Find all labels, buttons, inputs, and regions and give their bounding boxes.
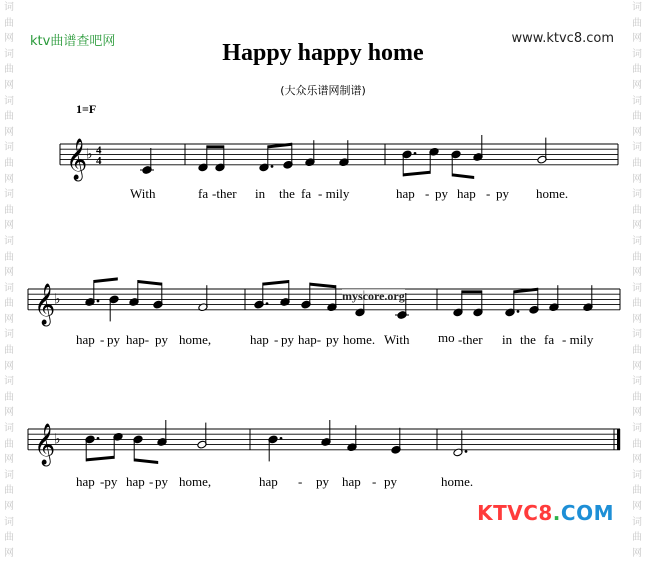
watermark-glyph: 词	[632, 142, 642, 154]
logo-main-text: KTVC8	[477, 501, 553, 525]
lyric-syllable: hap	[457, 186, 476, 201]
note-beam	[310, 283, 336, 289]
watermark-glyph: 词	[632, 189, 642, 201]
lyric-syllable: -	[100, 332, 105, 347]
watermark-glyph: 曲	[4, 204, 14, 216]
watermark-glyph: 网	[4, 220, 14, 232]
watermark-glyph: 词	[632, 282, 642, 294]
note-beam	[263, 280, 289, 286]
flat-sign-icon: ♭	[86, 146, 93, 163]
watermark-glyph: 曲	[632, 251, 642, 263]
watermark-glyph: 网	[632, 547, 642, 559]
final-thick-barline	[617, 429, 620, 450]
lyric-syllable: py	[496, 186, 509, 201]
logo-dot: .	[552, 501, 561, 525]
song-title: Happy happy home	[222, 40, 424, 66]
myscore-watermark: myscore.org	[342, 289, 405, 303]
lyric-syllable: -	[372, 474, 377, 489]
watermark-glyph: 曲	[4, 251, 14, 263]
flat-sign-icon: ♭	[54, 431, 61, 448]
note-beam	[94, 277, 118, 283]
watermark-glyph: 网	[632, 126, 642, 138]
watermark-glyph: 词	[632, 48, 642, 60]
lyric-syllable: home,	[179, 332, 212, 347]
lyric-syllable: py	[435, 186, 448, 201]
note-beam	[452, 173, 474, 179]
watermark-glyph: 词	[632, 469, 642, 481]
watermark-glyph: 曲	[632, 204, 642, 216]
watermark-glyph: 词	[632, 2, 642, 13]
watermark-glyph: 曲	[632, 391, 642, 403]
lyric-syllable: home,	[179, 474, 212, 489]
lyric-syllable: -	[274, 332, 279, 347]
watermark-glyph: 曲	[4, 438, 14, 450]
watermark-glyph: 曲	[4, 64, 14, 76]
lyric-syllable: -ther	[212, 186, 237, 201]
watermark-glyph: 曲	[632, 345, 642, 357]
watermark-glyph: 词	[632, 95, 642, 107]
lyric-syllable: -	[149, 474, 154, 489]
watermark-glyph: 网	[632, 313, 642, 325]
watermark-glyph: 曲	[632, 532, 642, 544]
time-signature-top: 4	[96, 144, 102, 157]
augmentation-dot	[97, 300, 100, 303]
lyric-syllable: py	[326, 332, 339, 347]
watermark-glyph: 网	[632, 501, 642, 512]
watermark-glyph: 网	[632, 173, 642, 185]
watermark-glyph: 网	[4, 173, 14, 185]
lyric-syllable: in	[502, 332, 513, 347]
watermark-glyph: 词	[4, 469, 14, 481]
watermark-glyph: 网	[4, 79, 14, 91]
watermark-glyph: 网	[632, 360, 642, 372]
lyric-syllable: hap-	[298, 332, 322, 347]
site-name-left: ktv曲谱查吧网	[30, 34, 116, 49]
lyric-syllable: With	[130, 186, 156, 201]
watermark-glyph: 曲	[632, 157, 642, 169]
lyric-syllable: py	[316, 474, 329, 489]
time-signature-bottom: 4	[96, 154, 102, 167]
watermark-glyph: 网	[4, 360, 14, 372]
watermark-glyph: 词	[4, 282, 14, 294]
watermark-glyph: 曲	[632, 438, 642, 450]
watermark-glyph: 网	[4, 407, 14, 419]
lyric-syllable: the	[279, 186, 295, 201]
watermark-glyph: 网	[632, 79, 642, 91]
watermark-glyph: 词	[632, 376, 642, 388]
lyric-syllable: mo	[438, 330, 455, 345]
lyric-syllable: home.	[441, 474, 474, 489]
lyric-syllable: With	[384, 332, 410, 347]
treble-clef-icon: 𝄞	[34, 423, 56, 465]
watermark-glyph: 网	[632, 267, 642, 279]
augmentation-dot	[465, 450, 468, 453]
watermark-glyph: 词	[632, 329, 642, 341]
watermark-glyph: 曲	[632, 485, 642, 497]
watermark-glyph: 网	[632, 33, 642, 45]
watermark-glyph: 曲	[4, 485, 14, 497]
watermark-glyph: 词	[632, 235, 642, 247]
watermark-glyph: 网	[4, 454, 14, 466]
watermark-glyph: 曲	[4, 391, 14, 403]
watermark-glyph: 词	[4, 516, 14, 528]
watermark-glyph: 曲	[4, 17, 14, 29]
lyric-syllable: home.	[343, 332, 376, 347]
watermark-glyph: 词	[4, 48, 14, 60]
lyric-syllable: home.	[536, 186, 569, 201]
lyric-syllable: hap-	[126, 332, 150, 347]
logo-tld: COM	[560, 501, 614, 525]
lyric-syllable: py	[155, 332, 168, 347]
watermark-glyph: 网	[4, 267, 14, 279]
lyric-syllable: -py	[100, 474, 118, 489]
watermark-glyph: 曲	[4, 532, 14, 544]
treble-clef-icon: 𝄞	[66, 138, 88, 180]
watermark-glyph: 曲	[4, 111, 14, 123]
treble-clef-icon: 𝄞	[34, 283, 56, 325]
watermark-glyph: 曲	[632, 64, 642, 76]
song-subtitle: (大众乐谱网制谱)	[280, 84, 366, 97]
lyric-syllable: in	[255, 186, 266, 201]
watermark-glyph: 网	[4, 313, 14, 325]
watermark-glyph: 曲	[4, 345, 14, 357]
note-beam	[403, 171, 430, 177]
watermark-glyph: 词	[4, 189, 14, 201]
watermark-glyph: 词	[632, 423, 642, 435]
watermark-glyph: 网	[4, 547, 14, 559]
watermark-glyph: 曲	[632, 298, 642, 310]
augmentation-dot	[280, 437, 283, 440]
note-beam	[207, 145, 224, 148]
note-beam	[134, 458, 158, 464]
lyric-syllable: py	[107, 332, 120, 347]
watermark-glyph: 网	[4, 33, 14, 45]
watermark-glyph: 曲	[4, 298, 14, 310]
watermark-glyph: 网	[632, 454, 642, 466]
lyric-syllable: hap	[250, 332, 269, 347]
lyric-syllable: -	[425, 186, 430, 201]
watermark-glyph: 曲	[632, 17, 642, 29]
key-indicator: 1=F	[76, 102, 97, 116]
watermark-glyph: 网	[632, 407, 642, 419]
augmentation-dot	[517, 310, 520, 313]
lyric-syllable: py	[155, 474, 168, 489]
watermark-glyph: 词	[4, 95, 14, 107]
watermark-glyph: 曲	[4, 157, 14, 169]
lyric-syllable: - mily	[318, 186, 350, 201]
watermark-glyph: 网	[4, 126, 14, 138]
augmentation-dot	[271, 165, 274, 168]
lyric-syllable: py	[281, 332, 294, 347]
lyric-syllable: hap	[396, 186, 415, 201]
lyric-syllable: hap	[126, 474, 145, 489]
lyric-syllable: - mily	[562, 332, 594, 347]
ktvc8-logo	[477, 501, 614, 525]
augmentation-dot	[97, 437, 100, 440]
watermark-glyph: 网	[4, 501, 14, 512]
watermark-glyph: 网	[632, 220, 642, 232]
watermark-glyph: 词	[4, 329, 14, 341]
watermark-glyph: 词	[4, 423, 14, 435]
lyric-syllable: py	[384, 474, 397, 489]
lyric-syllable: hap	[76, 332, 95, 347]
lyric-syllable: fa	[198, 186, 209, 201]
note-beam	[462, 290, 482, 293]
lyric-syllable: -	[486, 186, 491, 201]
flat-sign-icon: ♭	[54, 291, 61, 308]
watermark-glyph: 词	[4, 2, 14, 13]
note-beam	[138, 280, 162, 286]
watermark-glyph: 词	[4, 235, 14, 247]
augmentation-dot	[414, 152, 417, 155]
watermark-glyph: 词	[632, 516, 642, 528]
watermark-glyph: 曲	[632, 111, 642, 123]
lyric-syllable: fa	[301, 186, 312, 201]
lyric-syllable: hap	[259, 474, 278, 489]
note-beam	[86, 456, 114, 462]
lyric-syllable: the	[520, 332, 536, 347]
lyric-syllable: fa	[544, 332, 555, 347]
lyric-syllable: hap	[76, 474, 95, 489]
watermark-glyph: 词	[4, 376, 14, 388]
watermark-glyph: 词	[4, 142, 14, 154]
lyric-syllable: -	[298, 474, 303, 489]
lyric-syllable: -ther	[458, 332, 483, 347]
augmentation-dot	[266, 302, 269, 305]
site-url-right: www.ktvc8.com	[511, 31, 614, 46]
lyric-syllable: hap	[342, 474, 361, 489]
